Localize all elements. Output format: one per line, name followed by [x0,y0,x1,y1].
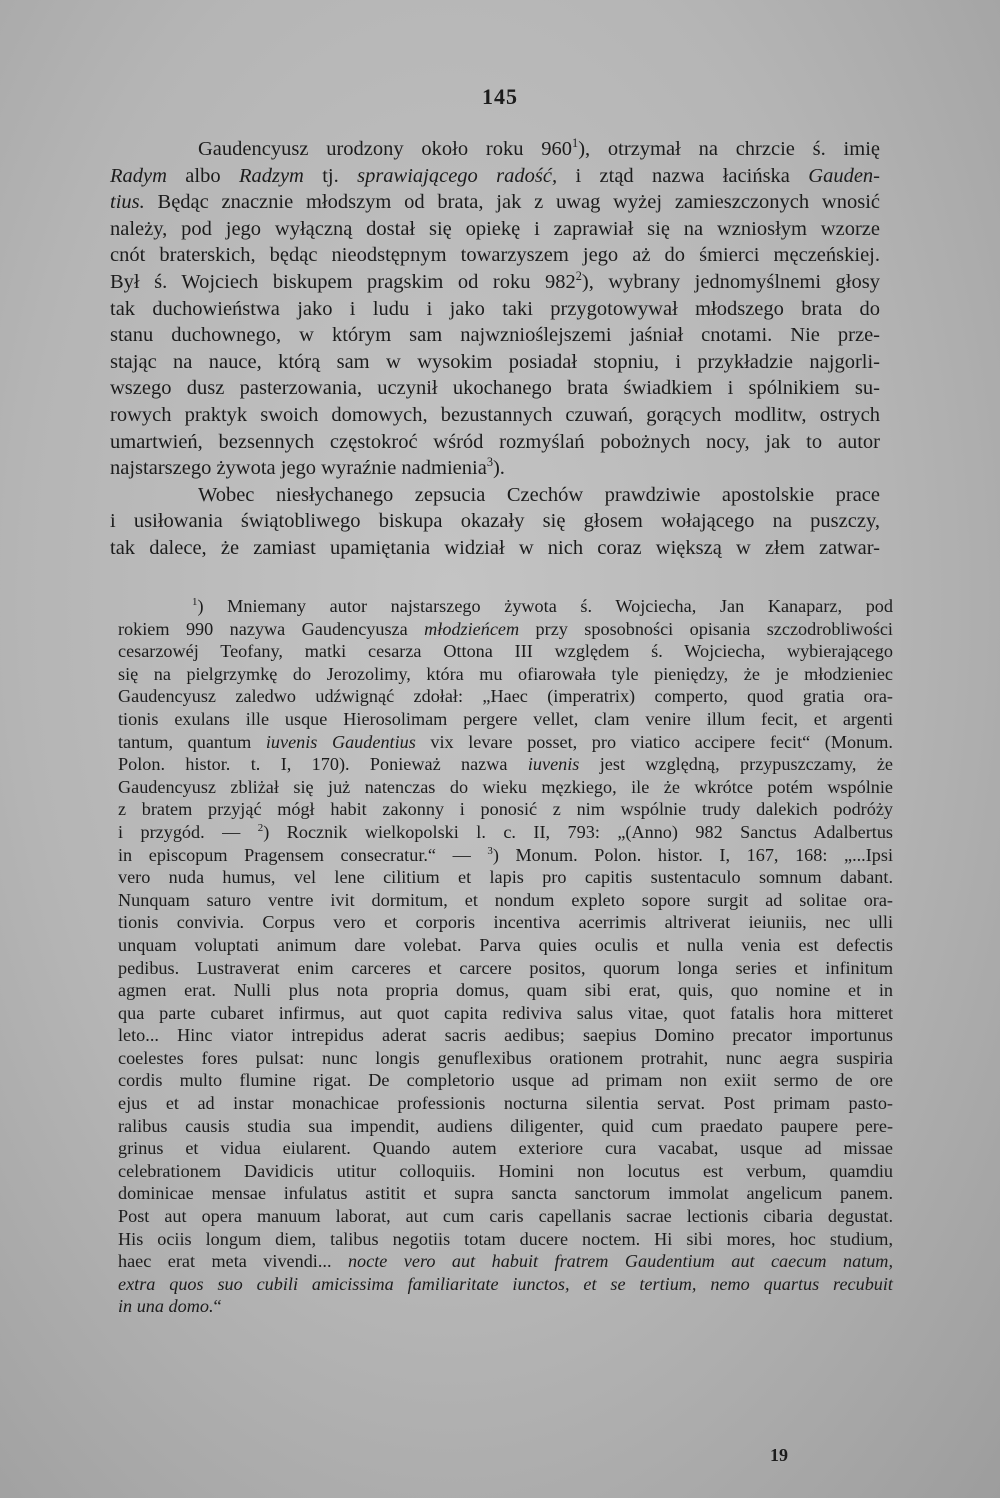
footnote-line [118,1047,893,1070]
footnote-line [118,1228,893,1251]
footnotes [118,595,893,1318]
footnote-line [118,798,893,821]
footnote-line [118,866,893,889]
main-text-line [110,402,880,429]
italic-text: młodzieńcem [424,618,520,639]
footnote-line [118,708,893,731]
text-segment: cesarzowéj Teofany, matki cesarza Ottona III względem ś. Wojciecha, wybierającego [118,641,893,662]
text-segment: ) Mniemany autor najstarszego żywota ś. Wojciecha, Jan Kanaparz, pod [197,596,893,616]
italic-text: extra quos suo cubili amicissima familiaritate iunctos, et se tertium, nemo quartus recubuit [118,1273,893,1294]
text-segment: tak dalece, że zamiast upamiętania widział w nich coraz większą w złem zatwar- [110,536,880,559]
text-segment: stając na nauce, którą sam w wysokim posiadał stopniu, i przykładzie najgorli- [110,350,880,373]
footnote-line [118,1002,893,1025]
text-segment: ), otrzymał na chrzcie ś. imię [578,138,880,160]
italic-text: iuvenis Gaudentius [265,731,416,752]
italic-text: Gauden- [808,164,880,187]
footnote-line [118,979,893,1002]
italic-text: Radzym [238,164,304,187]
text-segment: ), wybrany jednomyślnemi głosy [581,270,880,293]
text-segment: wszego dusz pasterzowania, uczynił ukochanego brata świadkiem i spólnikiem su- [110,377,880,400]
footnote-line [118,776,893,799]
text-segment: najstarszego żywota jego wyraźnie nadmienia [110,457,487,480]
main-text-line [110,455,880,482]
footnote-marker: 2 [257,821,264,834]
footnote-line [118,1273,893,1296]
italic-text: Radym [110,164,167,187]
footnote-line [118,1250,893,1273]
main-text-line [110,242,880,269]
text-segment: qua parte cubaret infirmus, aut quot capita rediviva salus vitae, quot fatalis hora mitteret [118,1002,893,1023]
text-segment: i ztąd nazwa łacińska [557,164,809,187]
text-segment: agmen erat. Nulli plus nota propria domus, quam sibi erat, quis, quo nomine et in [118,980,893,1001]
main-text-line [110,349,880,376]
footnote-marker: 1 [572,136,579,151]
footnote-line [118,889,893,912]
footnote-line [118,821,893,844]
text-segment: umartwień, bezsennych częstokroć wśród rozmyślań pobożnych nocy, jak to autor [110,430,880,453]
footnote-line [118,640,893,663]
text-segment: jest względną, przypuszczamy, że [579,754,893,775]
main-text-line [110,482,880,509]
text-segment: grinus et vidua eiularent. Quando autem exteriore cura vacabat, usque ad missae [118,1138,893,1159]
text-segment: się na pielgrzymkę do Jerozolimy, która mu ofiarowała tyle pieniędzy, że je młodzieniec [118,663,893,684]
text-segment: z bratem przyjąć mógł habit zakonny i ponosić z nim wspólnie trudy dalekich podróży [118,799,893,820]
footnote-line [118,844,893,867]
text-segment: albo [166,164,239,187]
text-segment: tionis exulans ille usque Hierosolimam pergere vellet, clam venire illum fecit, et argenti [118,708,893,729]
text-segment: in episcopum Pragensem consecratur.“ — [118,844,488,865]
footnote-line [118,685,893,708]
text-segment: ). [492,457,505,480]
footnote-line [118,1295,893,1318]
text-segment: tak duchowieństwa jako i ludu i jako taki przygotowywał młodszego brata do [110,297,880,320]
main-text-line [110,216,880,243]
text-segment: Nunquam saturo ventre ivit dormitum, et nondum expleto sopore surgit ad solitae ora- [118,889,893,910]
text-segment: pedibus. Lustraverat enim carceres et carcere positos, quorum longa series et infinitum [118,957,893,978]
text-segment: stanu duchownego, w którym sam najwznioślejszemi jaśniał cnotami. Nie prze- [110,324,880,347]
text-segment: Post aut opera manuum laborat, aut cum caris capellanis sacrae lectionis cibaria degustat. [118,1206,893,1227]
text-segment: ) Rocznik wielkopolski l. c. II, 793: „(Anno) 982 Sanctus Adalbertus [263,821,893,842]
text-segment: unquam voluptati animum dare volebat. Parva quies oculis et nulla venia est defectis [118,934,893,955]
main-text-line [110,269,880,296]
main-text-line [110,508,880,535]
italic-text: sprawiającego radość, [357,164,558,187]
text-segment: Gaudencyusz urodzony około roku 960 [198,138,573,160]
page-number: 145 [482,84,518,109]
main-text-line [110,163,880,190]
footnote-line [118,1182,893,1205]
text-segment: His ociis longum diem, talibus negotiis totam ducere noctem. Hi sibi mores, hoc studium, [118,1228,893,1249]
footnote-line [118,1205,893,1228]
footnote-marker: 1 [192,595,198,608]
main-text-line [110,322,880,349]
italic-text: in una domo. [118,1296,214,1317]
footnote-marker: 3 [486,455,493,470]
text-segment: dominicae mensae infulatus astitit et supra sancta sanctorum immolat angelicum panem. [118,1183,893,1204]
footnote-marker: 3 [487,844,493,857]
main-text-line [110,535,880,562]
text-segment: Będąc znacznie młodszym od brata, jak z uwag wyżej zamieszczonych wnosić [144,191,880,214]
main-text-line [110,136,880,163]
text-segment: tj. [303,164,358,187]
footnote-line [118,934,893,957]
footnote-line [118,663,893,686]
footnote-line [118,1092,893,1115]
main-text-line [110,375,880,402]
italic-text: tius. [110,191,145,214]
main-text-line [110,429,880,456]
main-text-line [110,189,880,216]
printer-signature-mark: 19 [770,1445,788,1465]
text-segment: Wobec niesłychanego zepsucia Czechów prawdziwie apostolskie prace [198,483,880,506]
text-segment: Polon. histor. t. I, 170). Ponieważ nazwa [118,754,528,775]
footnote-line [118,1115,893,1138]
footnote-line [118,595,893,618]
text-segment: i usiłowania świątobliwego biskupa okazały się głosem wołającego na puszczy, [110,510,880,533]
text-segment: haec erat meta vivendi... [118,1251,348,1272]
italic-text: iuvenis [527,754,580,775]
italic-text: nocte vero aut habuit fratrem Gaudentium aut caecum natum, [347,1251,893,1272]
text-segment: tantum, quantum [118,731,266,752]
footnote-line [118,618,893,641]
text-segment: vix levare posset, pro viatico accipere fecit“ (Monum. [415,731,893,752]
text-segment: “ [213,1296,222,1317]
text-segment: Gaudencyusz zbliżał się już natenczas do wieku męzkiego, ile że wkrótce potém wspólnie [118,776,893,797]
text-segment: coelestes fores pulsat: nunc longis genuflexibus orationem protrahit, nunc aegra suspiria [118,1047,893,1068]
text-segment: i przygód. — [118,821,258,842]
footnote-line [118,911,893,934]
footnote-marker: 2 [575,269,582,284]
text-segment: tionis convivia. Corpus vero et corporis incentiva acerrimis altriverat ieiuniis, nec ulli [118,912,893,933]
main-text-line [110,296,880,323]
text-segment: Był ś. Wojciech biskupem pragskim od roku 982 [110,270,576,293]
text-segment: leto... Hinc viator intrepidus aderat sacris aedibus; saepius Domino precator importunus [118,1025,893,1046]
text-segment: cnót braterskich, będąc nieodstępnym towarzyszem jego aż do śmierci męczeńskiej. [110,244,880,267]
text-segment: należy, pod jego wyłączną dostał się opiekę i zaprawiał się na wzniosłym wzorze [110,217,880,240]
footnote-line [118,1137,893,1160]
text-segment: Gaudencyusz zaledwo udźwignąć zdołał: „Haec (imperatrix) comperto, quod gratia ora- [118,686,893,707]
text-segment: przy sposobności opisania szczodrobliwości [519,618,893,639]
footnote-line [118,957,893,980]
footnote-line [118,731,893,754]
text-segment: celebrationem Davidicis utitur colloquiis. Homini non locutus est verbum, quamdiu [118,1160,893,1181]
footnote-line [118,1024,893,1047]
text-segment: vero nuda humus, vel lene cilitium et lapis pro capitis sustentaculo somnum dabant. [118,867,893,888]
text-segment: ) Monum. Polon. histor. I, 167, 168: „...Ipsi [492,844,893,865]
text-segment: rowych praktyk swoich domowych, bezustannych czuwań, gorących modlitw, ostrych [110,403,880,426]
main-text [110,136,880,562]
footnote-line [118,1069,893,1092]
text-segment: ejus et ad instar monachicae professionis nocturna silentia servat. Post primam pasto- [118,1093,893,1114]
text-segment: rokiem 990 nazywa Gaudencyusza [118,618,425,639]
footnote-line [118,1160,893,1183]
footnote-line [118,753,893,776]
text-segment: ralibus causis studia sua impendit, audiens diligenter, quid cum praedato paupere pere- [118,1115,893,1136]
text-segment: cordis multo flumine rigat. De completorio usque ad primam non exiit sermo de ore [118,1070,893,1091]
